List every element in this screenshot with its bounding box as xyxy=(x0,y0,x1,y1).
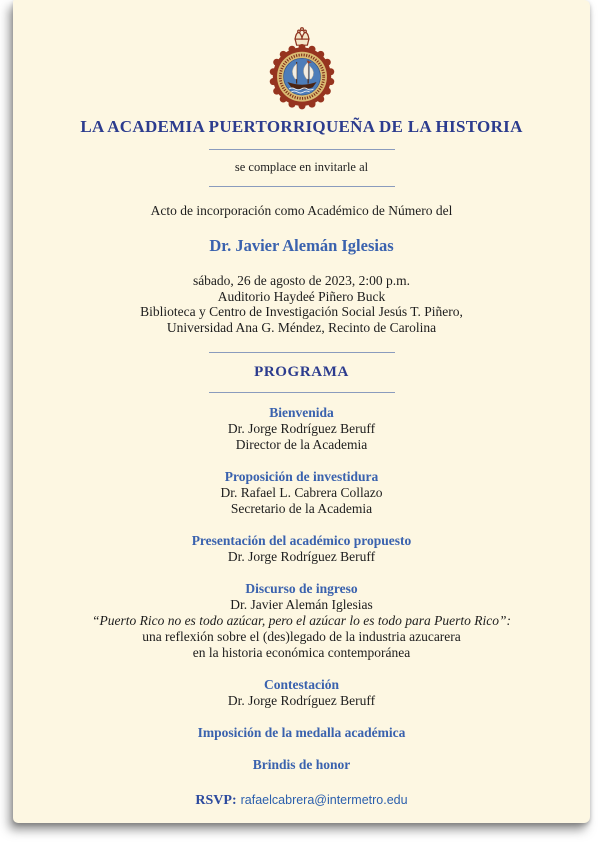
program-item xyxy=(13,677,590,709)
divider xyxy=(209,186,395,187)
program-item xyxy=(13,757,590,773)
program-item xyxy=(13,533,590,565)
page-title: LA ACADEMIA PUERTORRIQUEÑA DE LA HISTORIA xyxy=(80,117,523,136)
venue-line: Auditorio Haydeé Piñero Buck xyxy=(217,288,386,304)
program-item-heading: Discurso de ingreso xyxy=(245,581,358,596)
program-item-line: Dr. Javier Alemán Iglesias xyxy=(230,597,373,612)
date-venue-block xyxy=(13,273,590,335)
event-datetime: sábado, 26 de agosto de 2023, 2:00 p.m. xyxy=(192,273,411,288)
invitation-page xyxy=(13,0,590,823)
program-item-line: Dr. Rafael L. Cabrera Collazo xyxy=(220,485,383,500)
program-item-heading: Brindis de honor xyxy=(252,757,351,772)
program-item-line: Dr. Jorge Rodríguez Beruff xyxy=(227,549,376,564)
rsvp-row xyxy=(13,791,590,809)
program-item-line: Director de la Academia xyxy=(235,437,368,452)
rsvp-label: RSVP: xyxy=(195,793,237,808)
rsvp-email-link[interactable]: rafaelcabrera@intermetro.edu xyxy=(240,793,408,807)
program-item-line: Secretario de la Academia xyxy=(230,501,373,516)
academia-seal-icon xyxy=(263,26,341,112)
venue-line: Universidad Ana G. Méndez, Recinto de Carolina xyxy=(166,319,437,335)
program-item-line: Dr. Jorge Rodríguez Beruff xyxy=(227,693,376,708)
lecture-subtitle: una reflexión sobre el (des)legado de la industria azucarera xyxy=(142,629,461,644)
program-item xyxy=(13,581,590,661)
program-item-heading: Contestación xyxy=(264,677,339,692)
program-item-heading: Imposición de la medalla académica xyxy=(197,725,406,740)
divider xyxy=(209,149,395,150)
venue-line: Biblioteca y Centro de Investigación Social Jesús T. Piñero, xyxy=(140,304,463,319)
program-item xyxy=(13,725,590,741)
program-item-heading: Bienvenida xyxy=(269,405,334,420)
seal-container xyxy=(13,26,590,112)
program-item-heading: Presentación del académico propuesto xyxy=(191,533,412,548)
program-item xyxy=(13,405,590,453)
program-item-line: Dr. Jorge Rodríguez Beruff xyxy=(227,421,376,436)
program-title: PROGRAMA xyxy=(254,364,349,380)
lecture-quote: “Puerto Rico no es todo azúcar, pero el azúcar lo es todo para Puerto Rico”: xyxy=(91,613,512,628)
tagline: se complace en invitarle al xyxy=(234,160,369,174)
divider xyxy=(209,352,395,353)
program-item xyxy=(13,469,590,517)
divider xyxy=(209,392,395,393)
act-line: Acto de incorporación como Académico de Número del xyxy=(150,203,453,218)
honoree-name: Dr. Javier Alemán Iglesias xyxy=(209,236,394,255)
program-item-heading: Proposición de investidura xyxy=(224,469,379,484)
lecture-subtitle: en la historia económica contemporánea xyxy=(192,645,411,660)
